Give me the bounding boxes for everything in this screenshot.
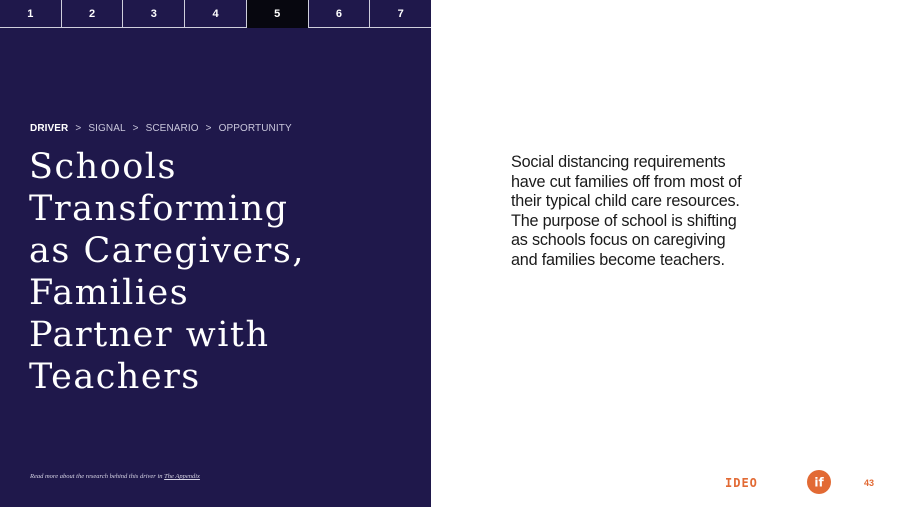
title-line: Teachers [29, 357, 201, 397]
tab-5[interactable]: 5 [247, 0, 309, 28]
if-logo-icon [807, 470, 831, 494]
body-line: and families become teachers. [511, 250, 725, 269]
breadcrumb-scenario: SCENARIO [145, 123, 199, 134]
body-text [511, 153, 811, 270]
body-line: their typical child care resources. [511, 192, 740, 210]
body-line: have cut families off from most of [511, 172, 742, 191]
title-line: Schools [29, 147, 177, 187]
breadcrumb-opportunity: OPPORTUNITY [218, 123, 292, 134]
footnote [30, 473, 200, 480]
page-title [29, 146, 409, 398]
logo-text: if [814, 475, 824, 490]
appendix-link[interactable]: The Appendix [164, 473, 200, 480]
ideo-logo: IDEO [725, 476, 758, 490]
tab-2[interactable]: 2 [62, 0, 124, 28]
breadcrumb-separator: > [205, 123, 212, 134]
tab-7[interactable]: 7 [397, 8, 404, 20]
body-line: The purpose of school is shifting [511, 211, 737, 230]
footnote-text: Read more about the research behind this driver in [30, 473, 165, 480]
page-number: 43 [864, 478, 875, 488]
title-line: as Caregivers, [29, 231, 305, 271]
section-tabs [0, 0, 431, 28]
body-line: as schools focus on caregiving [511, 231, 726, 249]
title-line: Transforming [29, 189, 289, 229]
breadcrumb-separator: > [132, 123, 139, 134]
breadcrumb-driver: DRIVER [30, 123, 69, 134]
breadcrumb [30, 123, 292, 134]
breadcrumb-separator: > [75, 123, 82, 134]
breadcrumb-signal: SIGNAL [88, 123, 126, 134]
tab-4[interactable]: 4 [185, 0, 247, 28]
tab-3[interactable]: 3 [123, 0, 185, 28]
tab-6[interactable]: 6 [309, 0, 371, 28]
left-panel [0, 0, 431, 507]
body-line: Social distancing requirements [511, 153, 726, 171]
tab-1[interactable]: 1 [0, 0, 62, 28]
title-line: Partner with [29, 315, 270, 355]
title-line: Families [29, 273, 190, 313]
